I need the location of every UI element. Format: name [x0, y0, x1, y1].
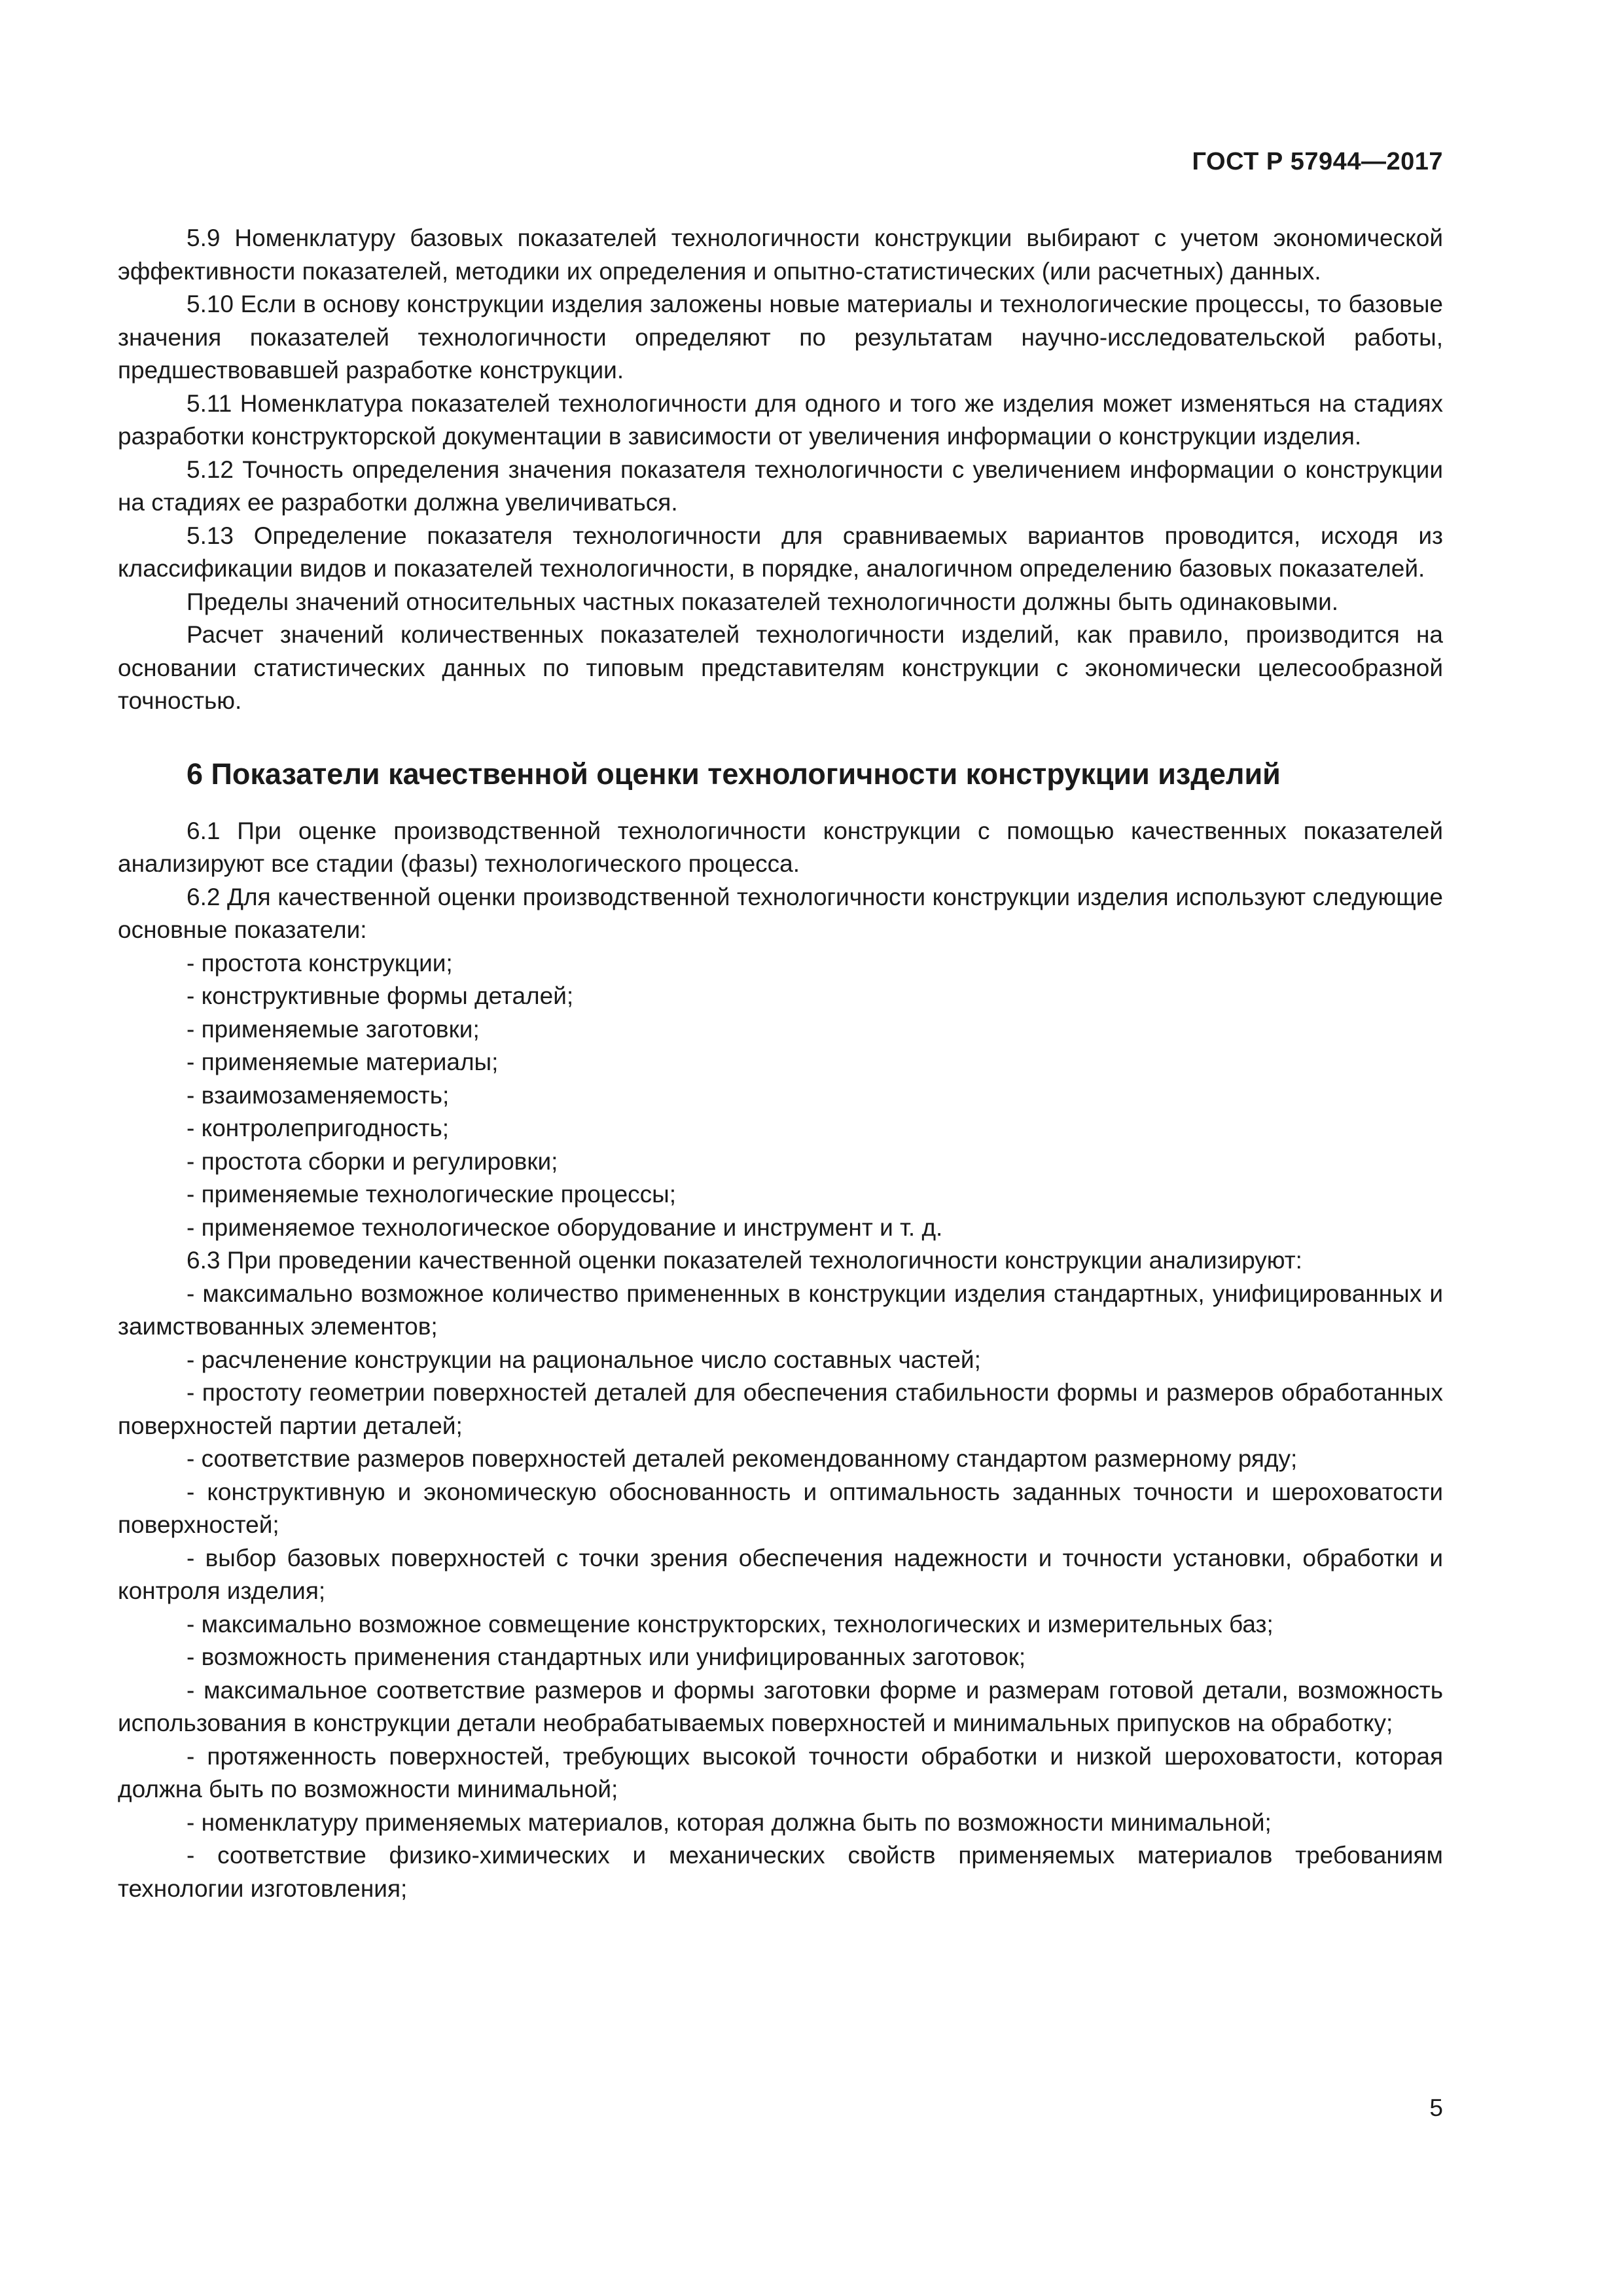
page-number: 5 — [1429, 2094, 1443, 2121]
paragraph-5-10: 5.10 Если в основу конструкции изделия заложены новые материалы и технологические процессы, то базовые значения показателей технологичности определяют по результатам научно-исследовательской работы, предшествовавшей разработке конструкции. — [118, 291, 1443, 384]
list-item: - контролепригодность; — [187, 1115, 450, 1141]
paragraph-6-3: 6.3 При проведении качественной оценки показателей технологичности конструкции анализируют: — [187, 1247, 1302, 1274]
list-item: - простота сборки и регулировки; — [187, 1147, 558, 1175]
standard-designation: ГОСТ Р 57944—2017 — [1192, 148, 1443, 175]
list-item: - максимально возможное количество примененных в конструкции изделия стандартных, унифицированных и заимствованных элементов; — [118, 1280, 1443, 1340]
list-item: - простота конструкции; — [187, 949, 453, 977]
paragraph-calculation: Расчет значений количественных показателей технологичности изделий, как правило, производится на основании статистических данных по типовым представителям конструкции с экономически целесообразной точностью. — [118, 621, 1443, 714]
list-item: - применяемые материалы; — [187, 1049, 499, 1075]
paragraph-6-1: 6.1 При оценке производственной технологичности конструкции с помощью качественных показателей анализируют все стадии (фазы) технологического процесса. — [118, 817, 1443, 877]
paragraph-5-13: 5.13 Определение показателя технологичности для сравниваемых вариантов проводится, исходя из классификации видов и показателей технологичности, в порядке, аналогичном определению базовых показателей. — [118, 522, 1443, 582]
list-item: - применяемые технологические процессы; — [187, 1181, 677, 1208]
list-item: - простоту геометрии поверхностей деталей для обеспечения стабильности формы и размеров обработанных поверхностей партии деталей; — [118, 1379, 1443, 1439]
list-item: - номенклатуру применяемых материалов, которая должна быть по возможности минимальной; — [187, 1808, 1272, 1836]
paragraph-limits: Пределы значений относительных частных показателей технологичности должны быть одинаковыми. — [187, 588, 1339, 615]
list-item: - соответствие размеров поверхностей деталей рекомендованному стандартом размерному ряду; — [187, 1445, 1298, 1472]
list-6-3 — [118, 1278, 1443, 1906]
list-item: - максимально возможное совмещение конструкторских, технологических и измерительных баз; — [187, 1610, 1274, 1638]
list-item: - конструктивную и экономическую обоснованность и оптимальность заданных точности и шероховатости поверхностей; — [118, 1478, 1443, 1538]
list-item: - применяемые заготовки; — [187, 1015, 480, 1043]
list-item: - взаимозаменяемость; — [187, 1081, 450, 1109]
document-body — [118, 222, 1443, 1905]
section-6-heading: 6 Показатели качественной оценки технологичности конструкции изделий — [187, 757, 1281, 791]
paragraph-6-2: 6.2 Для качественной оценки производственной технологичности конструкции изделия используют следующие основные показатели: — [118, 883, 1443, 943]
document-page — [118, 0, 1443, 2296]
paragraph-5-12: 5.12 Точность определения значения показателя технологичности с увеличением информации о конструкции на стадиях ее разработки должна увеличиваться. — [118, 456, 1443, 516]
list-6-2 — [118, 947, 1443, 1245]
paragraph-5-9: 5.9 Номенклатуру базовых показателей технологичности конструкции выбирают с учетом экономической эффективности показателей, методики их определения и опытно-статистических (или расчетных) данных. — [118, 224, 1443, 285]
list-item: - соответствие физико-химических и механических свойств применяемых материалов требованиям технологии изготовления; — [118, 1842, 1443, 1902]
list-item: - выбор базовых поверхностей с точки зрения обеспечения надежности и точности установки, обработки и контроля изделия; — [118, 1544, 1443, 1604]
list-item: - расчленение конструкции на рациональное число составных частей; — [187, 1346, 981, 1373]
list-item: - применяемое технологическое оборудование и инструмент и т. д. — [187, 1213, 943, 1241]
list-item: - конструктивные формы деталей; — [187, 982, 574, 1009]
paragraph-5-11: 5.11 Номенклатура показателей технологичности для одного и того же изделия может изменяться на стадиях разработки конструкторской документации в зависимости от увеличения информации о конструкции изделия. — [118, 389, 1443, 450]
list-item: - возможность применения стандартных или унифицированных заготовок; — [187, 1643, 1026, 1670]
list-item: - протяженность поверхностей, требующих высокой точности обработки и низкой шероховатости, которая должна быть по возможности минимальной; — [118, 1742, 1443, 1803]
list-item: - максимальное соответствие размеров и формы заготовки форме и размерам готовой детали, возможность использования в конструкции детали необрабатываемых поверхностей и минимальных припусков на обработку; — [118, 1676, 1443, 1736]
